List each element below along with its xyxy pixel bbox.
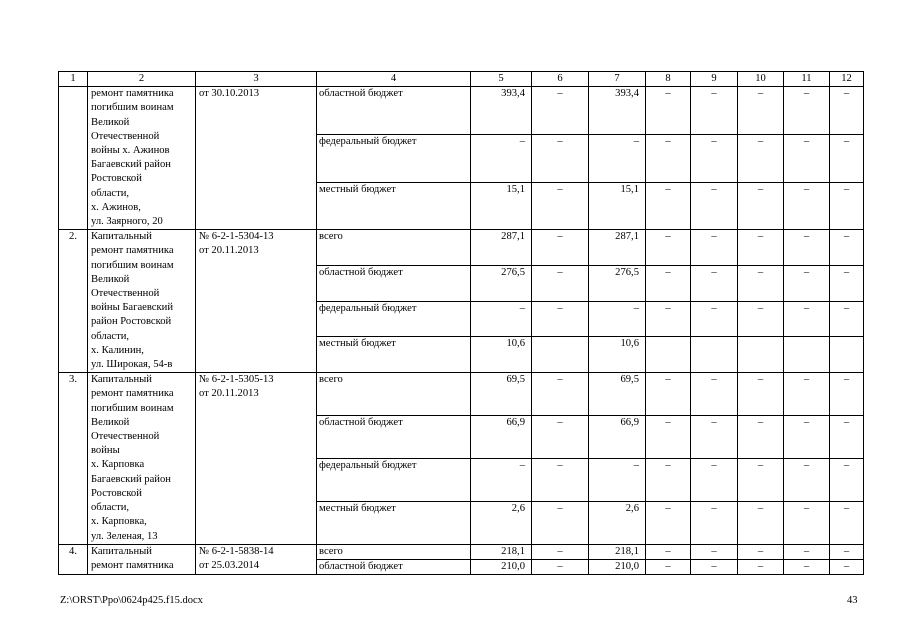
amount-cell: – [646, 87, 691, 135]
column-header: 4 [317, 72, 471, 87]
amount-cell: – [830, 544, 864, 559]
amount-cell: – [646, 182, 691, 230]
row-number [59, 87, 88, 230]
amount-cell: – [691, 501, 738, 544]
funding-source: федеральный бюджет [317, 458, 471, 501]
amount-cell: – [738, 301, 784, 337]
funding-table [58, 71, 864, 575]
funding-source: местный бюджет [317, 501, 471, 544]
amount-cell: – [830, 373, 864, 416]
column-header: 9 [691, 72, 738, 87]
table-header-row [59, 72, 864, 87]
amount-cell: 287,1 [471, 230, 532, 266]
amount-cell: – [830, 559, 864, 574]
amount-cell: – [646, 544, 691, 559]
column-header: 10 [738, 72, 784, 87]
amount-cell: 66,9 [589, 416, 646, 459]
amount-cell: – [830, 301, 864, 337]
page-number: 43 [847, 595, 858, 606]
amount-cell: – [830, 134, 864, 182]
amount-cell: – [532, 458, 589, 501]
amount-cell: – [830, 416, 864, 459]
amount-cell: – [691, 134, 738, 182]
amount-cell: – [532, 416, 589, 459]
amount-cell [738, 337, 784, 373]
amount-cell: – [784, 134, 830, 182]
amount-cell: – [646, 301, 691, 337]
amount-cell: – [784, 265, 830, 301]
table-row [59, 230, 864, 266]
funding-source: областной бюджет [317, 416, 471, 459]
amount-cell: – [784, 544, 830, 559]
amount-cell: 10,6 [589, 337, 646, 373]
table-body [59, 72, 864, 575]
funding-source: всего [317, 230, 471, 266]
amount-cell: – [691, 544, 738, 559]
amount-cell: – [691, 373, 738, 416]
amount-cell: – [738, 373, 784, 416]
amount-cell: – [532, 501, 589, 544]
funding-source: всего [317, 373, 471, 416]
amount-cell: – [738, 230, 784, 266]
amount-cell: – [532, 544, 589, 559]
amount-cell: – [830, 230, 864, 266]
document-number: № 6-2-1-5838-14 от 25.03.2014 [196, 544, 317, 574]
funding-source: местный бюджет [317, 182, 471, 230]
amount-cell: – [738, 559, 784, 574]
amount-cell: 276,5 [471, 265, 532, 301]
amount-cell: – [738, 134, 784, 182]
column-header: 12 [830, 72, 864, 87]
amount-cell: – [830, 182, 864, 230]
amount-cell: – [784, 416, 830, 459]
column-header: 11 [784, 72, 830, 87]
row-number: 2. [59, 230, 88, 373]
document-number: от 30.10.2013 [196, 87, 317, 230]
amount-cell: – [691, 87, 738, 135]
funding-source: областной бюджет [317, 87, 471, 135]
amount-cell [830, 337, 864, 373]
funding-source: местный бюджет [317, 337, 471, 373]
amount-cell: – [646, 501, 691, 544]
amount-cell: – [784, 301, 830, 337]
column-header: 6 [532, 72, 589, 87]
table-row [59, 373, 864, 416]
object-name: ремонт памятника погибшим воинам Великой Отечественной войны х. Ажинов Багаевский район Ростовской области, х. Ажинов, ул. Заярного, 20 [88, 87, 196, 230]
column-header: 3 [196, 72, 317, 87]
amount-cell [784, 337, 830, 373]
amount-cell: 2,6 [471, 501, 532, 544]
amount-cell: – [589, 458, 646, 501]
amount-cell: – [589, 134, 646, 182]
amount-cell: – [646, 230, 691, 266]
amount-cell: – [738, 501, 784, 544]
amount-cell: – [691, 265, 738, 301]
amount-cell: – [471, 301, 532, 337]
row-number: 3. [59, 373, 88, 544]
footer-file-path: Z:\ORST\Ppo\0624p425.f15.docx [60, 595, 203, 606]
amount-cell: – [691, 230, 738, 266]
amount-cell: 69,5 [471, 373, 532, 416]
object-name: Капитальный ремонт памятника погибшим воинам Великой Отечественной войны х. Карповка Багаевский район Ростовской области, х. Карповка, ул. Зеленая, 13 [88, 373, 196, 544]
amount-cell: – [691, 416, 738, 459]
amount-cell: – [738, 458, 784, 501]
amount-cell: – [738, 544, 784, 559]
object-name: Капитальный ремонт памятника [88, 544, 196, 574]
amount-cell: – [830, 458, 864, 501]
amount-cell: – [830, 87, 864, 135]
amount-cell: – [830, 501, 864, 544]
column-header: 8 [646, 72, 691, 87]
amount-cell: 393,4 [471, 87, 532, 135]
amount-cell: 276,5 [589, 265, 646, 301]
funding-source: федеральный бюджет [317, 134, 471, 182]
amount-cell: – [784, 373, 830, 416]
funding-source: федеральный бюджет [317, 301, 471, 337]
amount-cell: – [691, 559, 738, 574]
amount-cell: 10,6 [471, 337, 532, 373]
amount-cell: – [532, 230, 589, 266]
amount-cell: 210,0 [471, 559, 532, 574]
funding-source: областной бюджет [317, 265, 471, 301]
amount-cell: 69,5 [589, 373, 646, 416]
amount-cell: – [532, 559, 589, 574]
table-row [59, 87, 864, 135]
amount-cell: – [738, 182, 784, 230]
amount-cell: 393,4 [589, 87, 646, 135]
amount-cell: 210,0 [589, 559, 646, 574]
amount-cell: – [532, 373, 589, 416]
amount-cell: 218,1 [471, 544, 532, 559]
amount-cell: – [691, 182, 738, 230]
column-header: 7 [589, 72, 646, 87]
funding-source: всего [317, 544, 471, 559]
amount-cell: – [738, 416, 784, 459]
amount-cell: – [646, 559, 691, 574]
funding-source: областной бюджет [317, 559, 471, 574]
column-header: 5 [471, 72, 532, 87]
column-header: 2 [88, 72, 196, 87]
amount-cell: – [532, 134, 589, 182]
amount-cell: – [646, 134, 691, 182]
amount-cell: 218,1 [589, 544, 646, 559]
amount-cell: – [471, 134, 532, 182]
amount-cell: – [471, 458, 532, 501]
amount-cell: – [784, 559, 830, 574]
amount-cell: – [784, 87, 830, 135]
amount-cell: – [532, 265, 589, 301]
document-number: № 6-2-1-5305-13 от 20.11.2013 [196, 373, 317, 544]
amount-cell: – [738, 87, 784, 135]
amount-cell: – [784, 501, 830, 544]
table-row [59, 544, 864, 559]
amount-cell: 15,1 [471, 182, 532, 230]
amount-cell: – [646, 458, 691, 501]
amount-cell: – [784, 230, 830, 266]
amount-cell: – [589, 301, 646, 337]
amount-cell: – [784, 182, 830, 230]
amount-cell: – [691, 458, 738, 501]
amount-cell [532, 337, 589, 373]
amount-cell: – [532, 301, 589, 337]
amount-cell: – [738, 265, 784, 301]
amount-cell [646, 337, 691, 373]
amount-cell: 287,1 [589, 230, 646, 266]
amount-cell: – [532, 182, 589, 230]
amount-cell: – [532, 87, 589, 135]
amount-cell: – [784, 458, 830, 501]
amount-cell: – [646, 416, 691, 459]
amount-cell: 15,1 [589, 182, 646, 230]
amount-cell: – [646, 373, 691, 416]
amount-cell: – [691, 301, 738, 337]
document-number: № 6-2-1-5304-13 от 20.11.2013 [196, 230, 317, 373]
column-header: 1 [59, 72, 88, 87]
row-number: 4. [59, 544, 88, 574]
amount-cell [691, 337, 738, 373]
amount-cell: – [646, 265, 691, 301]
amount-cell: 2,6 [589, 501, 646, 544]
amount-cell: 66,9 [471, 416, 532, 459]
amount-cell: – [830, 265, 864, 301]
object-name: Капитальный ремонт памятника погибшим воинам Великой Отечественной войны Багаевский район Ростовской области, х. Калинин, ул. Широкая, 54-в [88, 230, 196, 373]
